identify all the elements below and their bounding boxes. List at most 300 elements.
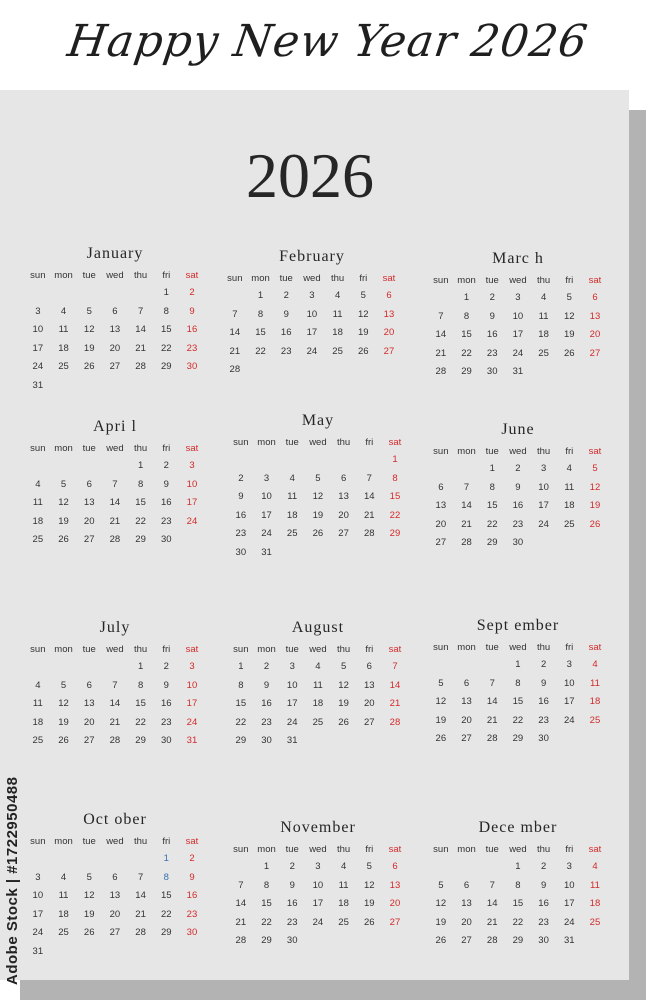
- day-cell: 6: [386, 290, 392, 301]
- day-cell: 17: [32, 342, 44, 354]
- day-cell: 11: [287, 491, 298, 502]
- weekday-label: tue: [82, 836, 96, 847]
- weekday-label: sun: [233, 644, 249, 655]
- day-cell: 10: [186, 478, 198, 490]
- day-cell: 1: [463, 292, 470, 303]
- day-cell: 10: [563, 677, 575, 689]
- day-cell: 24: [32, 361, 44, 372]
- day-cell: 8: [238, 679, 244, 691]
- day-cell: 26: [83, 361, 95, 372]
- day-cell: 19: [563, 329, 575, 340]
- day-cell: 4: [566, 463, 572, 474]
- day-cell: 27: [363, 716, 375, 728]
- day-cell: 6: [463, 879, 470, 891]
- weekday-label: thu: [133, 644, 148, 655]
- day-cell: 2: [283, 290, 289, 301]
- day-cell: 12: [357, 308, 369, 320]
- day-cell: 12: [58, 497, 69, 508]
- day-cell: 5: [592, 463, 598, 474]
- headline: Happy New Year 2026: [64, 16, 592, 67]
- day-cell: 18: [32, 515, 44, 527]
- day-cell: 4: [334, 290, 341, 301]
- week-row: [428, 461, 608, 478]
- day-cell: 4: [35, 478, 41, 490]
- day-cell: 15: [512, 696, 524, 707]
- day-cell: [51, 851, 77, 868]
- day-cell: 3: [566, 861, 572, 872]
- day-cell: 13: [435, 500, 447, 511]
- day-cell: 15: [486, 500, 498, 511]
- day-cell: 2: [489, 292, 495, 303]
- week-row: [428, 933, 608, 950]
- weekday-header: [25, 442, 205, 456]
- month-june: [428, 421, 608, 552]
- day-cell: 9: [263, 679, 270, 691]
- day-cell: 2: [189, 853, 195, 864]
- weekday-label: sun: [30, 270, 46, 281]
- month-february: [222, 248, 402, 379]
- day-cell: 20: [461, 714, 472, 726]
- week-row: [25, 285, 205, 302]
- day-cell: 7: [112, 478, 118, 490]
- weekday-label: fri: [162, 443, 171, 454]
- day-cell: 30: [235, 546, 247, 558]
- month-march: [428, 250, 608, 381]
- week-row: [428, 346, 608, 363]
- day-cell: 19: [338, 698, 349, 709]
- weekday-label: sat: [588, 446, 602, 457]
- week-row: [428, 327, 608, 344]
- week-row: [25, 715, 205, 732]
- weekday-label: tue: [485, 446, 499, 457]
- day-cell: 13: [109, 324, 121, 335]
- day-cell: 7: [489, 677, 495, 689]
- month-title: May: [301, 412, 335, 429]
- day-cell: 13: [461, 898, 472, 909]
- weekday-label: tue: [285, 844, 299, 855]
- month-title: Marc h: [492, 250, 544, 267]
- day-cell: 22: [512, 916, 524, 928]
- day-cell: 1: [489, 463, 495, 474]
- day-cell: 19: [83, 908, 95, 920]
- day-cell: 6: [592, 292, 598, 303]
- weekday-header: [228, 643, 408, 657]
- weekday-label: sat: [388, 644, 402, 655]
- day-cell: 18: [589, 898, 601, 909]
- weekday-label: tue: [82, 644, 96, 655]
- day-cell: 18: [312, 698, 324, 709]
- day-cell: [454, 461, 480, 478]
- day-cell: 3: [189, 661, 195, 672]
- weekday-label: thu: [336, 844, 351, 855]
- day-cell: 2: [540, 861, 547, 872]
- day-cell: 6: [438, 481, 444, 493]
- weekday-header: [228, 843, 408, 857]
- weekday-label: mon: [251, 273, 270, 284]
- day-cell: [479, 859, 505, 876]
- day-cell: 10: [32, 324, 44, 335]
- day-cell: 28: [435, 366, 447, 377]
- day-cell: 17: [32, 908, 44, 920]
- day-cell: [254, 452, 280, 469]
- day-cell: 5: [86, 305, 92, 317]
- weekday-label: tue: [485, 275, 499, 286]
- day-cell: 22: [160, 908, 172, 920]
- week-row: [25, 378, 205, 395]
- day-cell: [51, 458, 77, 475]
- day-cell: 28: [363, 528, 375, 539]
- day-cell: 8: [137, 478, 144, 490]
- week-row: [228, 859, 408, 876]
- day-cell: 26: [363, 916, 375, 928]
- day-cell: 11: [564, 481, 575, 493]
- day-cell: 5: [438, 677, 444, 689]
- day-cell: 12: [338, 679, 349, 691]
- day-cell: 18: [332, 327, 343, 338]
- day-cell: 4: [60, 871, 67, 883]
- day-cell: 18: [58, 342, 69, 354]
- day-cell: 30: [186, 927, 198, 938]
- day-cell: [25, 851, 51, 868]
- weekday-label: fri: [365, 644, 374, 655]
- weekday-label: tue: [485, 844, 499, 855]
- week-row: [428, 915, 608, 932]
- day-cell: 6: [112, 871, 118, 883]
- day-cell: 4: [592, 659, 598, 670]
- weekday-label: thu: [336, 644, 351, 655]
- day-cell: 26: [58, 735, 69, 746]
- day-cell: 21: [109, 515, 121, 527]
- day-cell: [228, 452, 254, 469]
- day-cell: 18: [563, 500, 575, 511]
- day-cell: 12: [563, 310, 575, 322]
- weekday-label: wed: [106, 270, 124, 281]
- day-cell: 2: [238, 472, 244, 484]
- day-cell: 20: [338, 509, 349, 521]
- day-cell: 29: [235, 735, 247, 746]
- day-cell: 27: [83, 735, 95, 746]
- day-cell: [76, 944, 102, 961]
- day-cell: 7: [489, 879, 495, 891]
- day-cell: 9: [238, 491, 244, 502]
- day-cell: [305, 545, 331, 562]
- week-row: [25, 495, 205, 512]
- day-cell: 3: [263, 472, 270, 484]
- day-cell: [25, 659, 51, 676]
- day-cell: 6: [86, 679, 92, 691]
- week-row: [228, 471, 408, 488]
- weekday-header: [228, 436, 408, 450]
- month-title: Apri l: [93, 418, 137, 435]
- week-row: [228, 715, 408, 732]
- weekday-label: mon: [257, 437, 276, 448]
- day-cell: 30: [160, 735, 172, 746]
- day-cell: 8: [163, 871, 169, 883]
- day-cell: 28: [389, 716, 401, 728]
- weekday-header: [428, 641, 608, 655]
- day-cell: 11: [590, 677, 600, 689]
- day-cell: 27: [338, 528, 349, 539]
- day-cell: 7: [366, 472, 372, 484]
- day-cell: [428, 657, 454, 674]
- day-cell: 23: [286, 916, 298, 928]
- week-row: [428, 878, 608, 895]
- day-cell: 15: [512, 898, 524, 909]
- day-cell: 21: [486, 714, 498, 726]
- day-cell: 29: [160, 927, 172, 938]
- day-cell: 8: [392, 472, 398, 484]
- day-cell: 5: [60, 478, 67, 490]
- day-cell: 30: [486, 366, 498, 377]
- day-cell: 25: [58, 927, 69, 938]
- day-cell: [350, 362, 376, 379]
- week-row: [428, 535, 608, 552]
- week-row: [228, 678, 408, 695]
- day-cell: 3: [289, 661, 295, 672]
- day-cell: 16: [160, 497, 172, 508]
- day-cell: [382, 545, 408, 562]
- day-cell: 3: [540, 463, 547, 474]
- month-title: February: [279, 248, 345, 265]
- day-cell: 25: [32, 735, 44, 746]
- day-cell: 24: [186, 716, 198, 728]
- day-cell: 18: [286, 509, 298, 521]
- weekday-label: sat: [185, 644, 199, 655]
- week-row: [25, 907, 205, 924]
- day-cell: 13: [363, 679, 375, 691]
- day-cell: 14: [389, 679, 401, 691]
- weekday-label: thu: [536, 446, 551, 457]
- week-row: [25, 678, 205, 695]
- day-cell: 2: [289, 861, 295, 872]
- week-row: [222, 288, 402, 305]
- day-cell: 22: [160, 342, 172, 354]
- day-cell: [479, 657, 505, 674]
- day-cell: 5: [360, 290, 366, 301]
- day-cell: 9: [515, 481, 521, 493]
- weekday-label: sat: [388, 437, 402, 448]
- day-cell: [382, 733, 408, 750]
- day-cell: 19: [312, 509, 324, 521]
- week-row: [428, 364, 608, 381]
- day-cell: 17: [261, 509, 272, 521]
- day-cell: 25: [286, 528, 298, 539]
- day-cell: 21: [363, 509, 375, 521]
- day-cell: 10: [512, 310, 524, 322]
- day-cell: 21: [435, 347, 447, 359]
- day-cell: 24: [563, 714, 575, 726]
- day-cell: 7: [438, 310, 444, 322]
- weekday-label: sun: [433, 446, 449, 457]
- day-cell: 11: [58, 324, 69, 335]
- day-cell: 16: [286, 898, 298, 909]
- day-cell: 16: [486, 329, 498, 340]
- weekday-label: mon: [457, 275, 476, 286]
- day-cell: 18: [589, 696, 601, 707]
- weekday-label: sat: [185, 443, 199, 454]
- day-cell: 19: [357, 327, 369, 338]
- day-cell: [356, 545, 382, 562]
- day-cell: 16: [235, 509, 247, 521]
- day-cell: 8: [163, 305, 169, 317]
- day-cell: 6: [392, 861, 398, 872]
- day-cell: [76, 458, 102, 475]
- month-january: [25, 245, 205, 394]
- week-row: [428, 498, 608, 515]
- day-cell: 4: [540, 292, 547, 303]
- day-cell: 6: [340, 472, 347, 484]
- day-cell: [331, 452, 357, 469]
- day-cell: 23: [186, 908, 198, 920]
- month-title: January: [86, 245, 144, 262]
- day-cell: [556, 535, 582, 552]
- weekday-label: sat: [388, 844, 402, 855]
- day-cell: 15: [135, 497, 146, 508]
- weekday-label: fri: [565, 446, 574, 457]
- day-cell: 25: [32, 534, 44, 545]
- day-cell: 26: [435, 733, 447, 744]
- day-cell: 29: [160, 361, 172, 372]
- weekday-header: [25, 835, 205, 849]
- day-cell: 9: [489, 310, 495, 322]
- weekday-label: wed: [106, 836, 124, 847]
- week-row: [222, 362, 402, 379]
- day-cell: 14: [363, 491, 375, 502]
- day-cell: 13: [109, 890, 121, 901]
- day-cell: 29: [486, 537, 498, 548]
- day-cell: 10: [186, 679, 198, 691]
- day-cell: 31: [32, 945, 44, 957]
- weekday-label: thu: [133, 443, 148, 454]
- day-cell: 20: [109, 342, 121, 354]
- day-cell: 24: [312, 916, 324, 928]
- weekday-label: sat: [588, 844, 602, 855]
- week-row: [228, 896, 408, 913]
- day-cell: 5: [86, 871, 92, 883]
- day-cell: [356, 933, 382, 950]
- day-cell: [102, 285, 128, 302]
- weekday-label: fri: [565, 844, 574, 855]
- week-row: [228, 508, 408, 525]
- day-cell: [102, 944, 128, 961]
- day-cell: 15: [389, 491, 401, 502]
- day-cell: 11: [32, 698, 43, 709]
- day-cell: [248, 362, 274, 379]
- day-cell: 31: [563, 935, 575, 946]
- day-cell: 27: [109, 927, 121, 938]
- day-cell: 14: [435, 329, 447, 340]
- day-cell: 13: [338, 491, 349, 502]
- day-cell: 16: [538, 898, 549, 909]
- day-cell: [454, 657, 480, 674]
- day-cell: 28: [235, 935, 247, 946]
- weekday-label: thu: [133, 836, 148, 847]
- day-cell: [273, 362, 299, 379]
- day-cell: 13: [383, 308, 395, 320]
- day-cell: 14: [486, 898, 498, 909]
- day-cell: 25: [58, 361, 69, 372]
- weekday-label: mon: [257, 844, 276, 855]
- weekday-label: wed: [106, 644, 124, 655]
- weekday-label: fri: [162, 644, 171, 655]
- day-cell: 25: [589, 916, 601, 928]
- day-cell: 24: [306, 345, 318, 357]
- day-cell: 23: [512, 518, 524, 530]
- weekday-label: wed: [106, 443, 124, 454]
- day-cell: 15: [160, 324, 172, 335]
- week-row: [228, 545, 408, 562]
- weekday-label: fri: [565, 642, 574, 653]
- day-cell: 1: [163, 853, 169, 864]
- day-cell: 24: [261, 528, 272, 539]
- day-cell: 27: [109, 361, 121, 372]
- day-cell: 16: [538, 696, 549, 707]
- weekday-label: fri: [162, 270, 171, 281]
- weekday-label: sun: [227, 273, 243, 284]
- day-cell: 30: [286, 935, 298, 946]
- day-cell: 14: [235, 898, 247, 909]
- day-cell: 20: [589, 329, 601, 340]
- day-cell: 19: [58, 515, 69, 527]
- day-cell: 8: [137, 679, 144, 691]
- weekday-label: wed: [509, 446, 527, 457]
- day-cell: 10: [261, 491, 272, 502]
- day-cell: 9: [163, 478, 169, 490]
- day-cell: 29: [512, 935, 524, 946]
- day-cell: 24: [32, 927, 44, 938]
- day-cell: 6: [86, 478, 92, 490]
- weekday-header: [25, 269, 205, 283]
- day-cell: [179, 944, 205, 961]
- weekday-label: sat: [185, 836, 199, 847]
- day-cell: 24: [286, 716, 298, 728]
- weekday-header: [428, 445, 608, 459]
- day-cell: [556, 364, 582, 381]
- day-cell: [531, 535, 557, 552]
- day-cell: 31: [286, 735, 298, 746]
- day-cell: 29: [135, 735, 146, 746]
- week-row: [428, 309, 608, 326]
- day-cell: 28: [229, 364, 241, 375]
- day-cell: 26: [58, 534, 69, 545]
- month-october: [25, 811, 205, 960]
- weekday-header: [222, 272, 402, 286]
- day-cell: 14: [109, 698, 121, 709]
- weekday-label: tue: [279, 273, 293, 284]
- day-cell: 15: [135, 698, 146, 709]
- day-cell: [582, 731, 608, 748]
- day-cell: 11: [32, 497, 43, 508]
- day-cell: 21: [486, 916, 498, 928]
- day-cell: 27: [383, 345, 395, 357]
- day-cell: [299, 362, 325, 379]
- day-cell: 3: [315, 861, 321, 872]
- day-cell: 28: [135, 361, 146, 372]
- month-title: July: [99, 619, 131, 636]
- day-cell: 30: [160, 534, 172, 545]
- day-cell: 13: [461, 696, 472, 707]
- day-cell: [305, 933, 331, 950]
- day-cell: [228, 859, 254, 876]
- day-cell: 9: [189, 871, 195, 883]
- day-cell: [51, 285, 77, 302]
- day-cell: 28: [486, 733, 498, 744]
- week-row: [228, 915, 408, 932]
- day-cell: 23: [280, 345, 292, 357]
- weekday-label: thu: [536, 844, 551, 855]
- day-cell: 1: [163, 287, 169, 298]
- week-row: [25, 359, 205, 376]
